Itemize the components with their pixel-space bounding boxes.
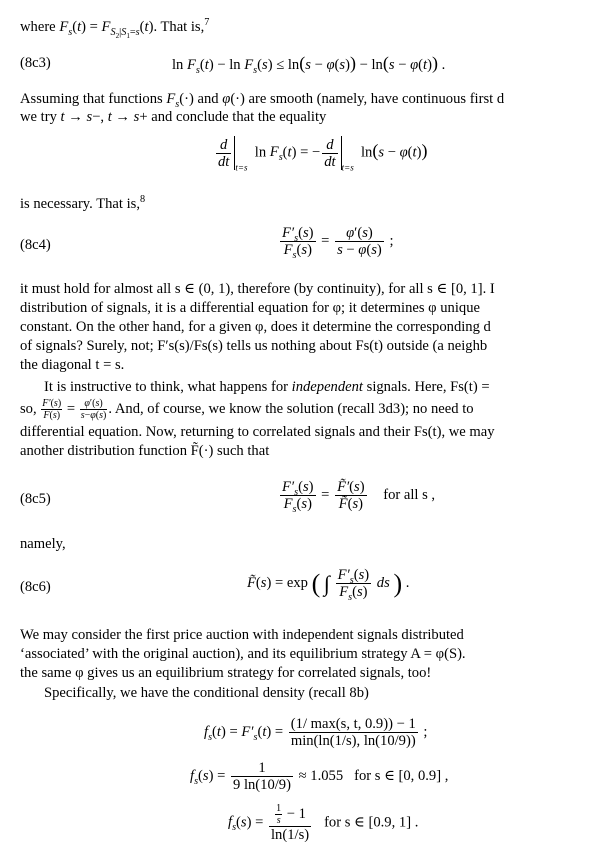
equation-8c6: F̃(s) = exp ( ∫ $\frac{F'_s(s)}{F_s(s)}$ ds ) .: [247, 567, 410, 603]
equation-density-case-1: $f_s(s)$ = $\frac{1}{9 \ln(10/9)}$ ≈ 1.055 for s ∈ [0, 0.9] ,: [190, 760, 449, 793]
text-line: is necessary. That is,$^8$: [20, 194, 146, 212]
text-line: the same φ gives us an equilibrium strategy for correlated signals, too!: [20, 665, 432, 681]
footnote-marker: 7: [204, 17, 210, 29]
text-line: Assuming that functions $F_s(\cdot)$ and φ(·) are smooth (namely, have continuous first d: [20, 91, 505, 110]
equation-label: (8c4): [20, 237, 51, 253]
text-line: we try t → s−, t → s+ and conclude that the equality: [20, 109, 327, 125]
equation-8c5: $\frac{F'_s(s)}{F_s(s)}$ = $\frac{F̃'(s)}{F̃(s)}$ for all s ,: [282, 479, 436, 515]
text-line: distribution of signals, it is a differential equation for φ; it determines φ unique: [20, 300, 480, 316]
text-line: We may consider the first price auction with independent signals distributed: [20, 627, 464, 643]
text-line: another distribution function F̃(·) such that: [20, 443, 270, 459]
text-line: where $F_s(t) = F_{S_2|S_1=s}(t)$. That is,$^7$: [20, 17, 210, 40]
text-line: constant. On the other hand, for a given φ, does it determine the corresponding d: [20, 319, 491, 335]
text-line: it must hold for almost all s ∈ (0, 1), therefore (by continuity), for all s ∈ [0, 1]. I: [20, 281, 495, 297]
text-line: of signals? Surely, not; F′s(s)/Fs(s) tells us nothing about Fs(t) outside (a neighb: [20, 338, 488, 354]
equation-label: (8c6): [20, 579, 51, 595]
equation-density-case-2: $f_s(s)$ = $\frac{1}{s}$ − 1 ln(1/s) for s ∈ [0.9, 1] .: [228, 803, 419, 842]
text-line: namely,: [20, 536, 66, 552]
text-line: ‘associated’ with the original auction), and its equilibrium strategy A = φ(S).: [20, 646, 466, 662]
equation-8c3: $\ln F_s(t) - \ln F_s(s) \le \ln(s - \varphi(s)) - \ln(s - \varphi(t))$ .: [172, 53, 446, 76]
equation-8c4: $\frac{F'_s(s)}{F_s(s)}$ = $\frac{\varphi'(s)}{s - \varphi(s)}$ ;: [282, 225, 394, 261]
footnote-marker: 8: [139, 194, 146, 206]
text-line: the diagonal t = s.: [20, 357, 125, 373]
equation-label: (8c3): [20, 55, 51, 71]
text-line: Specifically, we have the conditional density (recall 8b): [44, 685, 369, 701]
text-line: differential equation. Now, returning to correlated signals and their Fs(t), we may: [20, 424, 495, 440]
text-line: It is instructive to think, what happens for independent signals. Here, Fs(t) =: [44, 379, 490, 395]
equation-label: (8c5): [20, 491, 51, 507]
equation-derivative: $\frac{d}{dt}$ $_{t=s}$ $\ln F_s(t)$ = − $\frac{d}{dt}$ $_{t=s}$ ln(s − φ(t)): [218, 136, 428, 173]
equation-density: $f_s(t) = F'_s(t)$ = $\frac{(1/ \max(s, t, 0.9)) - 1}{\min(\ln(1/s), \ln(10/9))}$ ;: [204, 716, 428, 749]
text-line: so, $\frac{F'(s)}{F(s)}$ = $\frac{\varphi'(s)}{s-\varphi(s)}$ . And, of course, we know the solution (recall 3d3); no need to: [20, 398, 474, 421]
